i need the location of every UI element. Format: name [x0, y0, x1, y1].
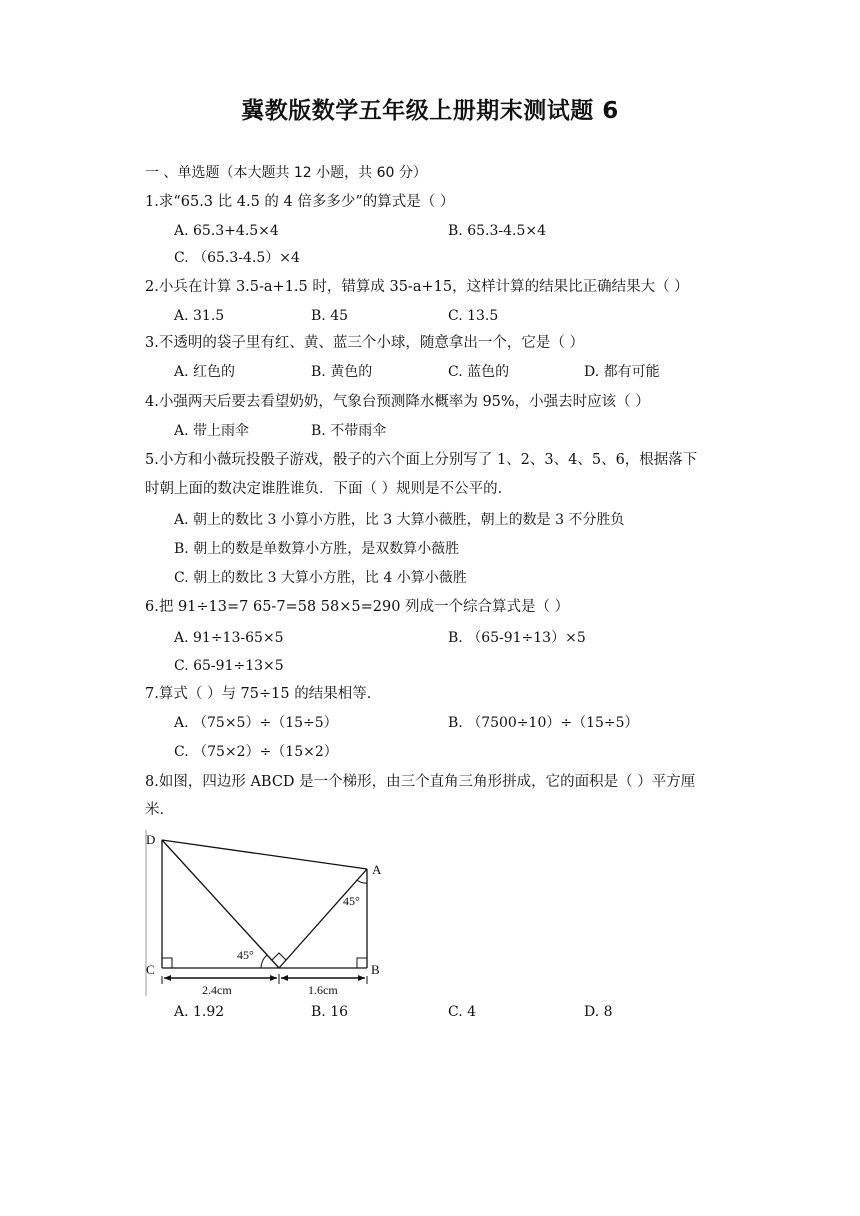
q7-option-a[interactable]: A. （75×5）÷（15÷5）: [174, 715, 338, 731]
section-heading: 一 、单选题（本大题共 12 小题，共 60 分）: [145, 165, 427, 181]
right-angle-e: [272, 953, 286, 960]
edge-da: [162, 840, 367, 869]
angle-arc-a: [357, 880, 367, 883]
q2-option-c[interactable]: C. 13.5: [448, 308, 499, 324]
q8-option-c[interactable]: C. 4: [448, 1004, 477, 1020]
q1-option-b[interactable]: B. 65.3-4.5×4: [448, 223, 546, 239]
q2-option-b[interactable]: B. 45: [311, 308, 349, 324]
q1-option-c[interactable]: C. （65.3-4.5）×4: [174, 250, 300, 266]
label-b: B: [371, 962, 380, 977]
q2-option-a[interactable]: A. 31.5: [174, 308, 225, 324]
q3-option-d[interactable]: D. 都有可能: [584, 364, 660, 380]
q5-option-b[interactable]: B. 朝上的数是单数算小方胜，是双数算小薇胜: [174, 541, 460, 557]
label-d: D: [146, 832, 156, 847]
edge-de: [162, 840, 279, 968]
q3-option-b[interactable]: B. 黄色的: [311, 364, 373, 380]
dimension-label-left: 2.4cm: [202, 983, 232, 997]
question-8-stem-line-2: 米．: [145, 802, 174, 818]
q4-option-a[interactable]: A. 带上雨伞: [174, 423, 250, 439]
angle-arc-e: [261, 955, 267, 968]
question-5-stem-line-1: 5.小方和小薇玩投骰子游戏，骰子的六个面上分别写了 1、2、3、4、5、6，根据落下: [145, 452, 698, 468]
question-8-stem-line-1: 8.如图，四边形 ABCD 是一个梯形，由三个直角三角形拼成，它的面积是（ ）平方厘: [145, 774, 696, 790]
edge-ae: [279, 869, 367, 968]
q6-option-b[interactable]: B. （65-91÷13）×5: [448, 630, 586, 646]
right-angle-c: [162, 958, 172, 968]
right-angle-b: [357, 958, 367, 968]
q6-option-a[interactable]: A. 91÷13-65×5: [174, 630, 284, 646]
q5-option-c[interactable]: C. 朝上的数比 3 大算小方胜，比 4 小算小薇胜: [174, 570, 467, 586]
question-3-stem: 3.不透明的袋子里有红、黄、蓝三个小球，随意拿出一个，它是（ ）: [145, 335, 584, 351]
dimension-label-right: 1.6cm: [308, 983, 338, 997]
question-4-stem: 4.小强两天后要去看望奶奶，气象台预测降水概率为 95%，小强去时应该（ ）: [145, 394, 650, 410]
q8-option-d[interactable]: D. 8: [584, 1004, 613, 1020]
question-6-stem: 6.把 91÷13=7 65-7=58 58×5=290 列成一个综合算式是（ ）: [145, 599, 570, 615]
page-title: 冀教版数学五年级上册期末测试题 6: [241, 98, 619, 124]
label-c: C: [146, 962, 155, 977]
q6-option-c[interactable]: C. 65-91÷13×5: [174, 658, 284, 674]
q4-option-b[interactable]: B. 不带雨伞: [311, 423, 387, 439]
q5-option-a[interactable]: A. 朝上的数比 3 小算小方胜，比 3 大算小薇胜，朝上的数是 3 不分胜负: [174, 512, 625, 528]
q8-option-a[interactable]: A. 1.92: [174, 1004, 225, 1020]
angle-label-e: 45°: [237, 948, 254, 962]
q7-option-b[interactable]: B. （7500÷10）÷（15÷5）: [448, 715, 639, 731]
label-a: A: [372, 862, 382, 877]
angle-label-a: 45°: [343, 894, 360, 908]
q3-option-a[interactable]: A. 红色的: [174, 364, 236, 380]
question-1-stem: 1.求“65.3 比 4.5 的 4 倍多多少”的算式是（ ）: [145, 194, 455, 210]
question-5-stem-line-2: 时朝上面的数决定谁胜谁负．下面（ ）规则是不公平的．: [145, 481, 513, 497]
q1-option-a[interactable]: A. 65.3+4.5×4: [174, 223, 279, 239]
q3-option-c[interactable]: C. 蓝色的: [448, 364, 510, 380]
question-7-stem: 7.算式（ ）与 75÷15 的结果相等．: [145, 686, 382, 702]
trapezoid-figure: [140, 828, 400, 998]
q8-option-b[interactable]: B. 16: [311, 1004, 349, 1020]
q7-option-c[interactable]: C. （75×2）÷（15×2）: [174, 744, 338, 760]
question-2-stem: 2.小兵在计算 3.5-a+1.5 时，错算成 35-a+15，这样计算的结果比正确结果大（ ）: [145, 279, 689, 295]
